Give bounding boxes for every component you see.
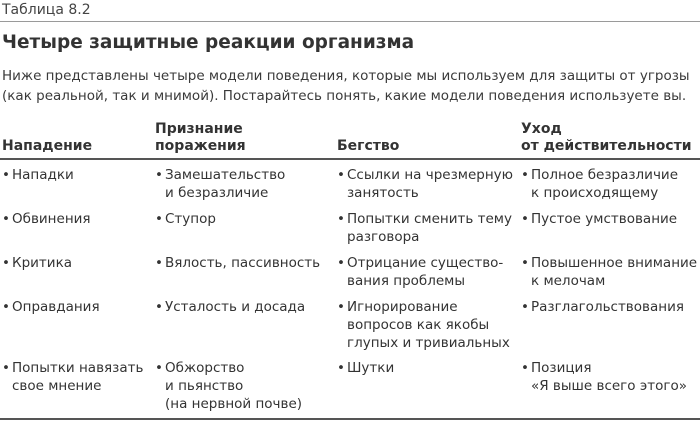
table-cell-text: Попытки навязать свое мнение — [12, 360, 144, 394]
table-cell-text: Полное безразличие к происходящему — [531, 167, 679, 201]
table-cell-text: Повышенное внимание к мелочам — [531, 255, 698, 289]
table-cell-text: Разглагольствования — [531, 299, 684, 315]
bullet-marker: • — [155, 211, 163, 227]
table-cell-flight — [337, 210, 512, 246]
table-cell-text: Критика — [12, 255, 72, 271]
table-cell-text: Вялость, пассивность — [165, 255, 321, 271]
column-header-defeat-label: Признание поражения — [155, 121, 246, 154]
table-cell-withdrawal — [521, 254, 697, 290]
table-cell-attack — [2, 210, 91, 228]
bullet-marker: • — [2, 299, 10, 315]
caption-divider — [0, 21, 700, 22]
bullet-marker: • — [337, 167, 345, 183]
bullet-marker: • — [337, 360, 345, 376]
table-cell-withdrawal — [521, 166, 678, 202]
table-cell-defeat — [155, 254, 320, 272]
table-cell-text: Оправдания — [12, 299, 100, 315]
table-cell-text: Отрицание существо- вания проблемы — [347, 255, 504, 289]
table-cell-attack — [2, 254, 72, 272]
table-bottom-divider — [0, 418, 700, 420]
table-cell-defeat — [155, 298, 305, 316]
table-cell-flight — [337, 359, 394, 377]
bullet-marker: • — [521, 255, 529, 271]
table-cell-text: Ступор — [165, 211, 216, 227]
table-cell-flight — [337, 254, 503, 290]
column-header-defeat — [155, 117, 330, 155]
table-title: Четыре защитные реакции организма — [2, 32, 415, 53]
bullet-marker: • — [337, 299, 345, 315]
table-cell-text: Замешательство и безразличие — [165, 167, 286, 201]
column-header-flight-label: Бегство — [337, 138, 400, 154]
table-cell-flight — [337, 166, 513, 202]
table-caption: Таблица 8.2 — [2, 2, 91, 18]
bullet-marker: • — [155, 255, 163, 271]
table-cell-text: Нападки — [12, 167, 74, 183]
bullet-marker: • — [155, 299, 163, 315]
bullet-marker: • — [521, 299, 529, 315]
table-cell-text: Пустое умствование — [531, 211, 678, 227]
table-cell-defeat — [155, 359, 302, 413]
table-cell-text: Обвинения — [12, 211, 91, 227]
column-header-flight — [337, 117, 507, 155]
header-divider — [0, 158, 700, 160]
table-cell-text: Усталость и досада — [165, 299, 306, 315]
bullet-marker: • — [2, 360, 10, 376]
column-header-attack-label: Нападение — [2, 138, 93, 154]
table-cell-withdrawal — [521, 298, 684, 316]
intro-paragraph: Ниже представлены четыре модели поведения, которые мы используем для защиты от угрозы (как реальной, так и мнимой). Постарайтесь понять, какие модели поведения используете вы. — [2, 68, 690, 104]
table-cell-attack — [2, 298, 100, 316]
table-cell-text: Ссылки на чрезмерную занятость — [347, 167, 514, 201]
column-header-withdrawal-label: Уход от действительности — [521, 121, 692, 154]
table-cell-withdrawal — [521, 210, 677, 228]
bullet-marker: • — [337, 255, 345, 271]
bullet-marker: • — [337, 211, 345, 227]
table-cell-withdrawal — [521, 359, 687, 395]
column-header-withdrawal — [521, 117, 700, 155]
table-cell-defeat — [155, 210, 216, 228]
table-cell-text: Игнорирование вопросов как якобы глупых и тривиальных — [347, 299, 510, 351]
table-cell-defeat — [155, 166, 285, 202]
table-cell-text: Позиция «Я выше всего этого» — [531, 360, 687, 394]
bullet-marker: • — [155, 360, 163, 376]
bullet-marker: • — [521, 167, 529, 183]
table-cell-text: Попытки сменить тему разговора — [347, 211, 512, 245]
table-cell-flight — [337, 298, 510, 352]
table-cell-attack — [2, 359, 143, 395]
table-cell-text: Обжорство и пьянство (на нервной почве) — [165, 360, 303, 412]
bullet-marker: • — [521, 211, 529, 227]
bullet-marker: • — [2, 255, 10, 271]
column-header-attack — [2, 117, 152, 155]
bullet-marker: • — [155, 167, 163, 183]
bullet-marker: • — [2, 211, 10, 227]
table-cell-attack — [2, 166, 74, 184]
bullet-marker: • — [2, 167, 10, 183]
bullet-marker: • — [521, 360, 529, 376]
table-cell-text: Шутки — [347, 360, 395, 376]
